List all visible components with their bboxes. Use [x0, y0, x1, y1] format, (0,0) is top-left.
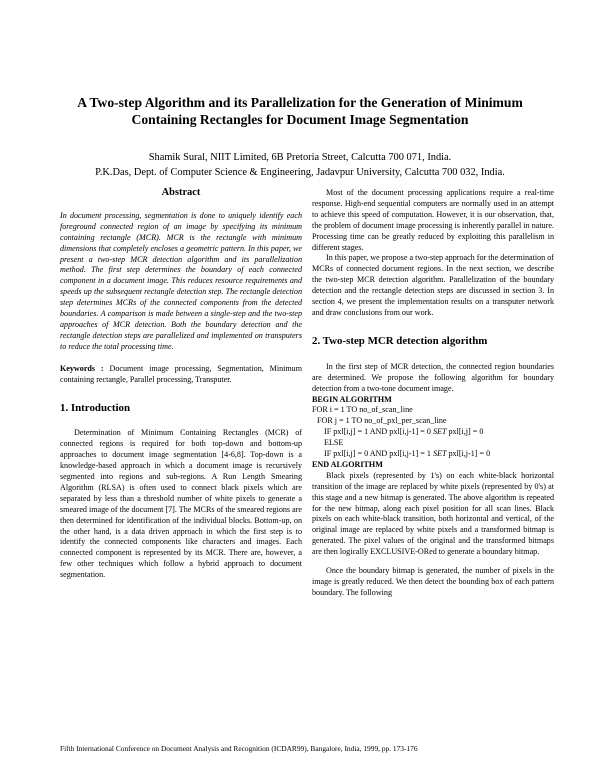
- section-2-paragraph-3: Once the boundary bitmap is generated, the number of pixels in the image is greatly reduced. We then detect the bounding box of each pattern boundary. The following: [312, 566, 554, 597]
- algorithm-line-5-cond: IF pxl[i,j] = 0 AND pxl[i,j-1] = 1: [324, 449, 433, 459]
- title-line-1: A Two-step Algorithm and its Parallelization for the Generation of Minimum: [77, 95, 523, 110]
- keywords: [60, 364, 302, 386]
- right-column: [312, 188, 554, 599]
- algorithm-end: END ALGORITHM: [312, 459, 383, 469]
- author-line-2: P.K.Das, Dept. of Computer Science & Engineering, Jadavpur University, Calcutta 700 032, India.: [95, 167, 505, 178]
- section-2-paragraph-2: Black pixels (represented by 1's) on each white-black horizontal transition of the image are replaced by white pixels (represented by 0's) at this stage and a new bitmap is generated. The above algorithm is repeated for the new bitmap, along each pixel position for all scan lines. Black pixels on each white-black transition, both horizontal and vertical, of the original image are replaced by white pixels and a transformed bitmap is generated. The pixel values of the original and the transformed bitmaps are then logically EXCLUSIVE-ORed to generate a boundary bitmap.: [312, 470, 554, 557]
- algorithm-line-3-action: pxl[i,j] = 0: [446, 427, 484, 437]
- right-paragraph-2: In this paper, we propose a two-step approach for the determination of MCRs of connected document regions. In the next section, we describe the two-step MCR detection algorithm. Parallelization of the boundary detection and the rectangle detection steps are discussed in section 3. In section 4, we present the implementation results on a transputer network and draw conclusions from our work.: [312, 253, 554, 317]
- intro-paragraph: Determination of Minimum Containing Rectangles (MCR) of connected regions is required for both top-down and bottom-up approaches to document image segmentation [4-6,8]. Top-down is a knowledge-based approach in which a document image is recursively segmented into regions and sub-regions. A Run Length Smearing Algorithm (RLSA) is often used to connect black pixels which are separated by less than a threshold number of white pixels to generate a smeared image of the document [7]. The MCRs of the smeared regions are then determined for identification of the individual blocks. Bottom-up, on the other hand, is a data driven approach in which the first step is to identify the connected components like characters and images. Each connected component is represented by its MCR. There are, however, a few other techniques which follow a hybrid approach to document segmentation.: [60, 428, 302, 580]
- algorithm-line-5-set: SET: [432, 449, 447, 459]
- algorithm-line-3-set: SET: [432, 427, 447, 437]
- abstract-heading: Abstract: [161, 187, 201, 198]
- abstract-text: In document processing, segmentation is done to uniquely identify each foreground connected region of an image by specifying its minimum containing rectangle (MCR). MCR is the rectangle with minimum dimensions that completely encloses a geometric pattern. In this paper, we present a two-step MCR detection algorithm and its parallelization method. The first step determines the boundary of each connected component in a document image. This reduces resource requirements and speeds up the subsequent rectangle detection step. The rectangle detection step determines MCRs of the connected components from the detected boundaries. A comparison is made between a single-step and the two-step approaches of MCR detection. Both the boundary detection and the rectangle detection steps are parallelized and implemented on transputers to reduce the total processing time.: [60, 210, 302, 351]
- algorithm-line-3: [312, 427, 554, 438]
- left-column: [60, 188, 302, 581]
- section-1-heading: 1. Introduction: [60, 401, 130, 414]
- algorithm-line-1: FOR i = 1 TO no_of_scan_line: [312, 405, 413, 415]
- algorithm-line-4: ELSE: [324, 438, 344, 448]
- section-2-heading: 2. Two-step MCR detection algorithm: [312, 334, 488, 347]
- keywords-text: Document image processing, Segmentation, Minimum containing rectangle, Parallel processing, Transputer.: [60, 363, 303, 384]
- algorithm-line-3-cond: IF pxl[i,j] = 1 AND pxl[i,j-1] = 0: [324, 427, 433, 437]
- conference-footer: Fifth International Conference on Document Analysis and Recognition (ICDAR99), Bangalore, India, 1999, pp. 173-176: [60, 744, 418, 753]
- algorithm-line-5: [312, 449, 554, 460]
- section-2-paragraph-1: In the first step of MCR detection, the connected region boundaries are determined. We propose the following algorithm for boundary detection from a two-tone document image.: [312, 361, 554, 393]
- paper-title: [40, 94, 560, 128]
- title-line-2: Containing Rectangles for Document Image Segmentation: [131, 112, 469, 127]
- author-block: [40, 150, 560, 180]
- algorithm-line-2: FOR j = 1 TO no_of_pxl_per_scan_line: [317, 416, 447, 426]
- algorithm-line-5-action: pxl[i,j-1] = 0: [446, 449, 491, 459]
- algorithm-block: [312, 395, 554, 471]
- right-paragraph-1: Most of the document processing applications require a real-time response. High-end sequential computers are normally used in an attempt to achieve this speed of computation. However, it is our observation, that, the problem of document image processing is inherently parallel in nature. Processing time can be greatly reduced by exploiting this parallelism in different stages.: [312, 188, 554, 252]
- author-line-1: Shamik Sural, NIIT Limited, 6B Pretoria Street, Calcutta 700 071, India.: [148, 152, 452, 163]
- algorithm-begin: BEGIN ALGORITHM: [312, 394, 392, 404]
- keywords-label: Keywords :: [60, 363, 104, 373]
